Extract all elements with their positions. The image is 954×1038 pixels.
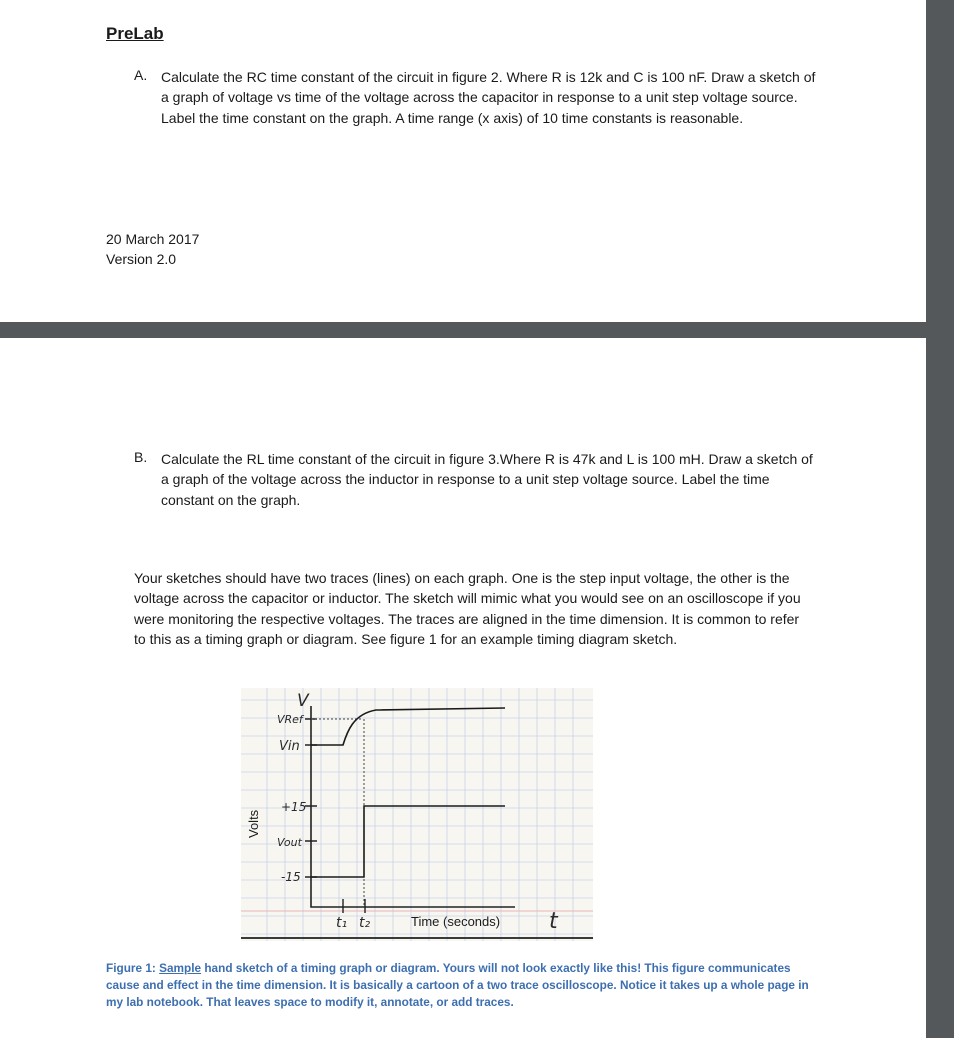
time-axis-label: Time (seconds) xyxy=(411,914,501,929)
question-b-label: B. xyxy=(134,449,148,465)
sketch-instructions: Your sketches should have two traces (lines) on each graph. One is the step input voltage, the other is the voltage across the capacitor or inductor. The sketch will mimic what you would see on an oscilloscope if you were monitoring the respective voltages. The traces are aligned in the time dimension. It is common to refer to this as a timing graph or diagram. See figure 1 for an example timing diagram sketch. xyxy=(134,570,801,647)
volts-axis-label: Volts xyxy=(246,809,261,838)
hand-label-vout: Vout xyxy=(277,836,302,849)
document-date: 20 March 2017 xyxy=(106,231,200,247)
figure-caption xyxy=(106,960,816,1010)
question-b-text: Calculate the RL time constant of the circuit in figure 3.Where R is 47k and L is 100 mH. Draw a sketch of a graph of the voltage across the inductor in response to a unit step voltage source. Label the time constant on the graph. xyxy=(161,451,813,508)
hand-label-plus15: +15 xyxy=(281,800,307,814)
prelab-title: PreLab xyxy=(106,24,164,43)
hand-label-vref: VRef xyxy=(277,713,303,726)
question-a-label: A. xyxy=(134,67,148,83)
hand-label-t1: t₁ xyxy=(336,915,348,931)
hand-label-vin: Vin xyxy=(279,739,300,754)
document-page-1 xyxy=(0,0,926,322)
hand-label-v: V xyxy=(297,691,309,711)
timing-diagram-sketch xyxy=(241,688,593,941)
caption-sample-link: Sample xyxy=(159,961,202,975)
vout-trace xyxy=(311,806,505,877)
hand-label-minus15: -15 xyxy=(281,870,301,884)
document-version: Version 2.0 xyxy=(106,251,177,267)
caption-text: hand sketch of a timing graph or diagram. Yours will not look exactly like this! This figure communicates cause and effect in the time dimension. It is basically a cartoon of a two trace oscilloscope. Notice it takes up a whole page in my lab notebook. That leaves space to modify it, annotate, or add traces. xyxy=(106,961,809,1009)
timing-diagram-figure xyxy=(241,688,593,941)
vin-trace xyxy=(311,708,505,745)
hand-label-t2: t₂ xyxy=(359,915,371,931)
document-page-2 xyxy=(0,338,926,1038)
caption-prefix: Figure 1: xyxy=(106,961,160,975)
question-a-text: Calculate the RC time constant of the circuit in figure 2. Where R is 12k and C is 100 nF. Draw a sketch of a graph of voltage vs time of the voltage across the capacitor in response to a unit step voltage source. Label the time constant on the graph. A time range (x axis) of 10 time constants is reasonable. xyxy=(161,69,816,126)
hand-label-t-axis: t xyxy=(549,909,558,934)
